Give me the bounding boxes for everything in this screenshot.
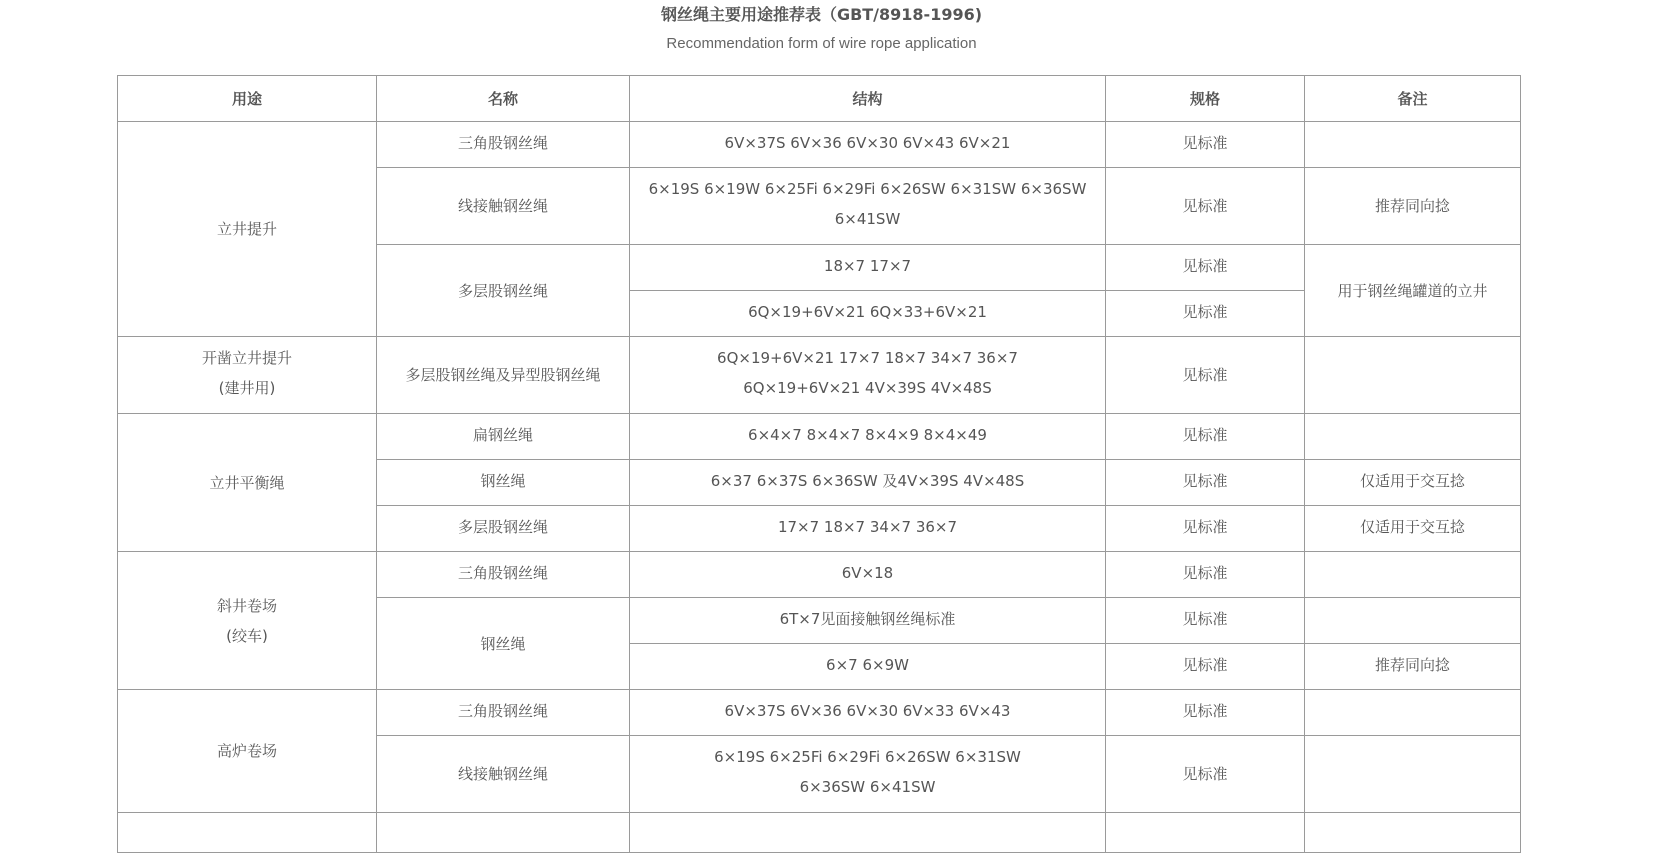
note-cell: 推荐同向捻 [1305, 168, 1521, 245]
table-row [118, 813, 1521, 853]
name-cell: 钢丝绳 [377, 598, 630, 690]
spec-cell: 见标准 [1106, 736, 1305, 813]
name-cell: 线接触钢丝绳 [377, 736, 630, 813]
note-cell [1305, 690, 1521, 736]
name-cell: 三角股钢丝绳 [377, 690, 630, 736]
structure-cell: 6V×18 [630, 552, 1106, 598]
usage-cell: 立井提升 [118, 122, 377, 337]
structure-cell: 6×4×7 8×4×7 8×4×9 8×4×49 [630, 414, 1106, 460]
wire-rope-table [117, 75, 1521, 853]
note-cell [1305, 813, 1521, 853]
name-cell: 多层股钢丝绳 [377, 506, 630, 552]
usage-line: (绞车) [226, 626, 268, 645]
name-cell: 钢丝绳 [377, 460, 630, 506]
spec-cell: 见标准 [1106, 291, 1305, 337]
usage-cell [118, 337, 377, 414]
usage-cell [118, 552, 377, 690]
table-row [118, 122, 1521, 168]
structure-line: 6×36SW 6×41SW [799, 778, 936, 796]
structure-cell [630, 337, 1106, 414]
spec-cell: 见标准 [1106, 460, 1305, 506]
structure-line: 6Q×19+6V×21 4V×39S 4V×48S [743, 379, 992, 397]
name-cell: 多层股钢丝绳及异型股钢丝绳 [377, 337, 630, 414]
spec-cell: 见标准 [1106, 168, 1305, 245]
usage-cell [118, 813, 377, 853]
name-cell: 线接触钢丝绳 [377, 168, 630, 245]
header-note: 备注 [1305, 76, 1521, 122]
header-row [118, 76, 1521, 122]
structure-cell: 6V×37S 6V×36 6V×30 6V×33 6V×43 [630, 690, 1106, 736]
spec-cell: 见标准 [1106, 337, 1305, 414]
note-cell [1305, 552, 1521, 598]
note-cell: 仅适用于交互捻 [1305, 460, 1521, 506]
name-cell [377, 813, 630, 853]
table-row [118, 552, 1521, 598]
spec-cell: 见标准 [1106, 644, 1305, 690]
spec-cell: 见标准 [1106, 690, 1305, 736]
structure-line: 6Q×19+6V×21 17×7 18×7 34×7 36×7 [717, 349, 1018, 367]
name-cell: 三角股钢丝绳 [377, 552, 630, 598]
structure-cell [630, 736, 1106, 813]
structure-cell: 6×7 6×9W [630, 644, 1106, 690]
spec-cell: 见标准 [1106, 122, 1305, 168]
table-row [118, 690, 1521, 736]
note-cell [1305, 337, 1521, 414]
name-cell: 扁钢丝绳 [377, 414, 630, 460]
structure-cell: 17×7 18×7 34×7 36×7 [630, 506, 1106, 552]
note-cell [1305, 122, 1521, 168]
header-structure: 结构 [630, 76, 1106, 122]
note-cell: 推荐同向捻 [1305, 644, 1521, 690]
usage-line: 开凿立井提升 [201, 349, 292, 367]
structure-cell [630, 813, 1106, 853]
structure-line: 6×19S 6×25Fi 6×29Fi 6×26SW 6×31SW [714, 748, 1021, 766]
usage-cell: 高炉卷场 [118, 690, 377, 813]
usage-line: 斜井卷场 [216, 596, 277, 615]
header-name: 名称 [377, 76, 630, 122]
note-cell [1305, 598, 1521, 644]
structure-cell: 18×7 17×7 [630, 245, 1106, 291]
structure-cell: 6Q×19+6V×21 6Q×33+6V×21 [630, 291, 1106, 337]
spec-cell: 见标准 [1106, 245, 1305, 291]
structure-cell: 6V×37S 6V×36 6V×30 6V×43 6V×21 [630, 122, 1106, 168]
spec-cell: 见标准 [1106, 506, 1305, 552]
table-row [118, 414, 1521, 460]
note-cell: 用于钢丝绳罐道的立井 [1305, 245, 1521, 337]
structure-cell: 6T×7见面接触钢丝绳标准 [630, 598, 1106, 644]
spec-cell: 见标准 [1106, 414, 1305, 460]
name-cell: 三角股钢丝绳 [377, 122, 630, 168]
spec-cell: 见标准 [1106, 598, 1305, 644]
usage-line: (建井用) [218, 379, 276, 397]
spec-cell: 见标准 [1106, 552, 1305, 598]
spec-cell [1106, 813, 1305, 853]
usage-cell: 立井平衡绳 [118, 414, 377, 552]
structure-cell: 6×37 6×37S 6×36SW 及4V×39S 4V×48S [630, 460, 1106, 506]
structure-line: 6×41SW [834, 210, 901, 228]
header-usage: 用途 [118, 76, 377, 122]
structure-line: 6×19S 6×19W 6×25Fi 6×29Fi 6×26SW 6×31SW 6×36SW [648, 180, 1087, 198]
table-subtitle: Recommendation form of wire rope application [666, 35, 977, 52]
note-cell [1305, 414, 1521, 460]
note-cell: 仅适用于交互捻 [1305, 506, 1521, 552]
note-cell [1305, 736, 1521, 813]
table-row [118, 337, 1521, 414]
header-spec: 规格 [1106, 76, 1305, 122]
structure-cell [630, 168, 1106, 245]
name-cell: 多层股钢丝绳 [377, 245, 630, 337]
table-title: 钢丝绳主要用途推荐表（GBT/8918-1996) [660, 5, 983, 24]
